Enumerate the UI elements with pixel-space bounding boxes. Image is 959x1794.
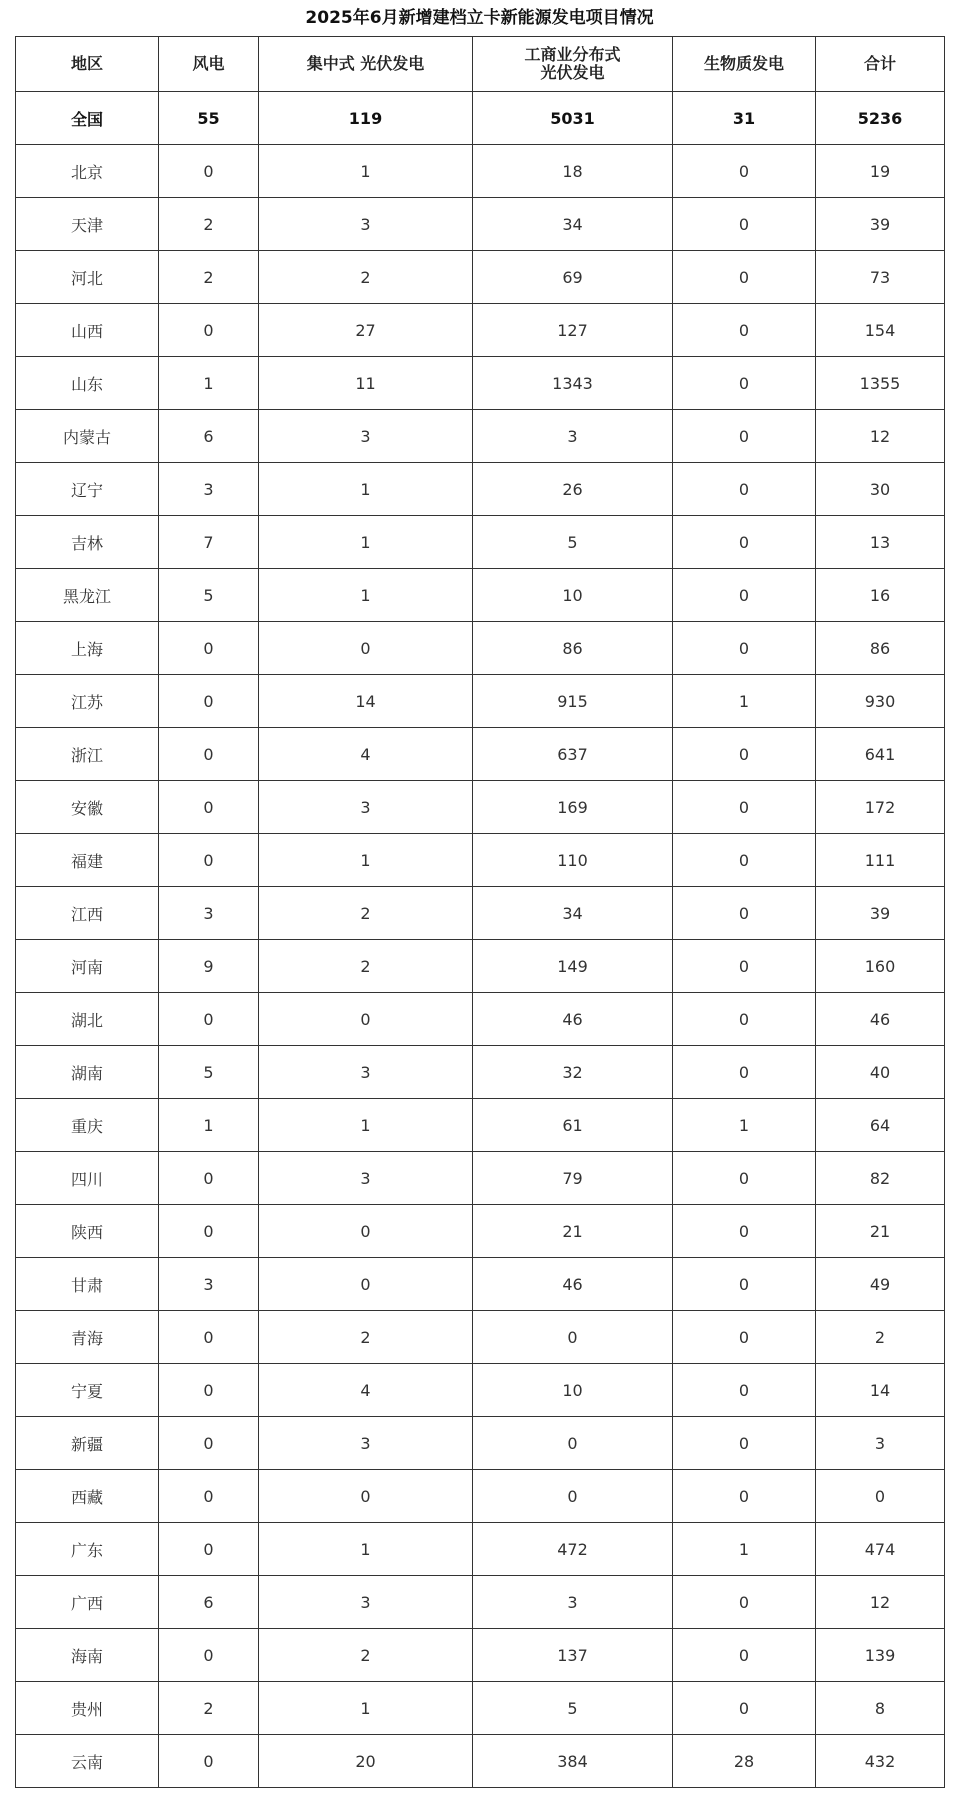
project-table [15,36,945,1788]
cell-distributed-pv: 110 [473,834,673,887]
cell-biomass: 1 [673,675,816,728]
header-row [16,37,945,92]
cell-wind: 0 [159,1311,259,1364]
cell-region: 福建 [16,834,159,887]
table-row [16,993,945,1046]
table-row [16,145,945,198]
cell-total: 139 [816,1629,945,1682]
cell-distributed-pv: 472 [473,1523,673,1576]
cell-central-pv: 1 [259,1682,473,1735]
cell-region: 黑龙江 [16,569,159,622]
cell-central-pv: 14 [259,675,473,728]
cell-distributed-pv: 5 [473,1682,673,1735]
cell-wind: 0 [159,1735,259,1788]
table-row [16,1046,945,1099]
cell-total: 40 [816,1046,945,1099]
cell-wind: 0 [159,145,259,198]
cell-region: 河北 [16,251,159,304]
cell-wind: 0 [159,993,259,1046]
cell-central-pv: 3 [259,198,473,251]
cell-total: 172 [816,781,945,834]
table-row [16,887,945,940]
cell-central-pv: 3 [259,1152,473,1205]
cell-total: 39 [816,198,945,251]
header-total: 合计 [816,37,945,92]
cell-distributed-pv: 3 [473,1576,673,1629]
cell-central-pv: 1 [259,145,473,198]
cell-distributed-pv: 1343 [473,357,673,410]
header-wind: 风电 [159,37,259,92]
cell-region: 云南 [16,1735,159,1788]
cell-wind: 0 [159,1470,259,1523]
cell-biomass: 0 [673,569,816,622]
table-row [16,622,945,675]
cell-wind: 6 [159,410,259,463]
cell-total: 39 [816,887,945,940]
cell-distributed-pv: 149 [473,940,673,993]
cell-wind: 0 [159,1523,259,1576]
cell-region: 北京 [16,145,159,198]
table-row [16,410,945,463]
cell-central-pv: 2 [259,1311,473,1364]
cell-distributed-pv: 34 [473,198,673,251]
cell-central-pv: 1 [259,569,473,622]
cell-region: 重庆 [16,1099,159,1152]
cell-region: 贵州 [16,1682,159,1735]
cell-region: 浙江 [16,728,159,781]
cell-central-pv: 27 [259,304,473,357]
cell-biomass: 1 [673,1523,816,1576]
table-row [16,1682,945,1735]
table-row [16,1311,945,1364]
cell-biomass: 0 [673,198,816,251]
cell-wind: 0 [159,781,259,834]
cell-wind: 5 [159,1046,259,1099]
cell-wind: 0 [159,1629,259,1682]
cell-biomass: 0 [673,463,816,516]
cell-distributed-pv: 0 [473,1311,673,1364]
cell-total: 21 [816,1205,945,1258]
header-distributed-pv-line2: 光伏发电 [540,63,605,82]
cell-central-pv: 119 [259,92,473,145]
cell-total: 3 [816,1417,945,1470]
cell-distributed-pv: 61 [473,1099,673,1152]
table-row [16,304,945,357]
cell-total: 86 [816,622,945,675]
cell-central-pv: 0 [259,1205,473,1258]
table-row [16,1576,945,1629]
cell-wind: 0 [159,622,259,675]
cell-biomass: 0 [673,834,816,887]
cell-biomass: 0 [673,1576,816,1629]
table-row [16,198,945,251]
header-region: 地区 [16,37,159,92]
cell-biomass: 0 [673,887,816,940]
cell-region: 海南 [16,1629,159,1682]
cell-total: 16 [816,569,945,622]
header-central-pv: 集中式 光伏发电 [259,37,473,92]
table-body [16,92,945,1788]
cell-total: 14 [816,1364,945,1417]
cell-region: 西藏 [16,1470,159,1523]
table-row [16,569,945,622]
cell-region: 河南 [16,940,159,993]
cell-central-pv: 20 [259,1735,473,1788]
cell-biomass: 0 [673,940,816,993]
cell-distributed-pv: 32 [473,1046,673,1099]
cell-wind: 1 [159,357,259,410]
cell-total: 160 [816,940,945,993]
cell-biomass: 0 [673,516,816,569]
cell-distributed-pv: 0 [473,1470,673,1523]
cell-total: 5236 [816,92,945,145]
cell-total: 13 [816,516,945,569]
cell-wind: 5 [159,569,259,622]
cell-region: 广西 [16,1576,159,1629]
cell-biomass: 28 [673,1735,816,1788]
cell-distributed-pv: 915 [473,675,673,728]
table-row [16,1364,945,1417]
cell-distributed-pv: 46 [473,1258,673,1311]
cell-distributed-pv: 5031 [473,92,673,145]
header-distributed-pv-line1: 工商业分布式 [524,45,621,64]
cell-distributed-pv: 0 [473,1417,673,1470]
cell-total: 46 [816,993,945,1046]
cell-total: 12 [816,1576,945,1629]
cell-wind: 55 [159,92,259,145]
cell-biomass: 0 [673,993,816,1046]
cell-central-pv: 1 [259,834,473,887]
cell-wind: 0 [159,1152,259,1205]
cell-region: 青海 [16,1311,159,1364]
cell-region: 山东 [16,357,159,410]
cell-region: 江西 [16,887,159,940]
cell-wind: 7 [159,516,259,569]
table-row [16,516,945,569]
cell-biomass: 0 [673,1205,816,1258]
cell-distributed-pv: 637 [473,728,673,781]
cell-region: 湖北 [16,993,159,1046]
cell-biomass: 0 [673,251,816,304]
cell-wind: 2 [159,198,259,251]
cell-total: 19 [816,145,945,198]
cell-distributed-pv: 3 [473,410,673,463]
cell-wind: 3 [159,463,259,516]
cell-biomass: 0 [673,1152,816,1205]
cell-biomass: 0 [673,304,816,357]
cell-total: 1355 [816,357,945,410]
header-distributed-pv [473,37,673,92]
cell-distributed-pv: 169 [473,781,673,834]
cell-region: 全国 [16,92,159,145]
cell-wind: 0 [159,304,259,357]
cell-region: 上海 [16,622,159,675]
cell-biomass: 0 [673,357,816,410]
cell-wind: 3 [159,1258,259,1311]
cell-region: 江苏 [16,675,159,728]
cell-biomass: 0 [673,1470,816,1523]
cell-region: 四川 [16,1152,159,1205]
cell-biomass: 0 [673,1682,816,1735]
cell-wind: 6 [159,1576,259,1629]
cell-biomass: 0 [673,1364,816,1417]
cell-central-pv: 1 [259,1523,473,1576]
cell-region: 广东 [16,1523,159,1576]
cell-wind: 2 [159,251,259,304]
cell-wind: 1 [159,1099,259,1152]
table-row [16,1417,945,1470]
cell-region: 陕西 [16,1205,159,1258]
table-row [16,1470,945,1523]
cell-distributed-pv: 10 [473,569,673,622]
cell-biomass: 1 [673,1099,816,1152]
cell-biomass: 0 [673,1258,816,1311]
cell-distributed-pv: 10 [473,1364,673,1417]
cell-central-pv: 3 [259,1417,473,1470]
cell-total: 0 [816,1470,945,1523]
cell-central-pv: 0 [259,1258,473,1311]
table-row [16,940,945,993]
table-row [16,1735,945,1788]
cell-central-pv: 2 [259,887,473,940]
cell-wind: 0 [159,1417,259,1470]
cell-central-pv: 4 [259,1364,473,1417]
cell-wind: 9 [159,940,259,993]
cell-central-pv: 1 [259,463,473,516]
cell-region: 吉林 [16,516,159,569]
cell-distributed-pv: 384 [473,1735,673,1788]
cell-wind: 3 [159,887,259,940]
cell-biomass: 0 [673,145,816,198]
cell-total: 30 [816,463,945,516]
cell-total: 111 [816,834,945,887]
table-row [16,675,945,728]
cell-distributed-pv: 127 [473,304,673,357]
cell-region: 宁夏 [16,1364,159,1417]
cell-biomass: 0 [673,781,816,834]
cell-total: 73 [816,251,945,304]
cell-wind: 2 [159,1682,259,1735]
cell-wind: 0 [159,728,259,781]
cell-total: 2 [816,1311,945,1364]
cell-region: 辽宁 [16,463,159,516]
cell-biomass: 0 [673,1629,816,1682]
cell-total: 8 [816,1682,945,1735]
cell-total: 474 [816,1523,945,1576]
cell-central-pv: 4 [259,728,473,781]
cell-distributed-pv: 18 [473,145,673,198]
header-biomass: 生物质发电 [673,37,816,92]
table-row [16,1205,945,1258]
cell-central-pv: 3 [259,1576,473,1629]
cell-region: 甘肃 [16,1258,159,1311]
cell-wind: 0 [159,834,259,887]
cell-central-pv: 3 [259,781,473,834]
cell-region: 天津 [16,198,159,251]
cell-central-pv: 0 [259,622,473,675]
table-row [16,1152,945,1205]
table-row [16,357,945,410]
cell-biomass: 0 [673,622,816,675]
table-row [16,1629,945,1682]
cell-distributed-pv: 5 [473,516,673,569]
cell-central-pv: 2 [259,251,473,304]
table-row [16,1523,945,1576]
cell-distributed-pv: 137 [473,1629,673,1682]
cell-distributed-pv: 69 [473,251,673,304]
cell-distributed-pv: 26 [473,463,673,516]
table-row [16,1099,945,1152]
cell-total: 154 [816,304,945,357]
cell-wind: 0 [159,1205,259,1258]
table-row [16,1258,945,1311]
cell-distributed-pv: 21 [473,1205,673,1258]
cell-total: 12 [816,410,945,463]
cell-total: 930 [816,675,945,728]
cell-biomass: 0 [673,410,816,463]
cell-biomass: 0 [673,1417,816,1470]
cell-total: 49 [816,1258,945,1311]
cell-region: 新疆 [16,1417,159,1470]
cell-total: 641 [816,728,945,781]
cell-central-pv: 1 [259,1099,473,1152]
cell-distributed-pv: 46 [473,993,673,1046]
cell-distributed-pv: 86 [473,622,673,675]
cell-total: 82 [816,1152,945,1205]
table-row [16,728,945,781]
cell-region: 山西 [16,304,159,357]
table-row [16,781,945,834]
cell-central-pv: 2 [259,1629,473,1682]
cell-region: 安徽 [16,781,159,834]
cell-central-pv: 3 [259,410,473,463]
cell-biomass: 31 [673,92,816,145]
cell-central-pv: 0 [259,993,473,1046]
cell-region: 内蒙古 [16,410,159,463]
cell-biomass: 0 [673,1311,816,1364]
national-total-row [16,92,945,145]
cell-central-pv: 3 [259,1046,473,1099]
page-title: 2025年6月新增建档立卡新能源发电项目情况 [305,8,654,28]
table-row [16,251,945,304]
cell-biomass: 0 [673,1046,816,1099]
cell-total: 432 [816,1735,945,1788]
table-row [16,834,945,887]
cell-region: 湖南 [16,1046,159,1099]
cell-wind: 0 [159,1364,259,1417]
cell-distributed-pv: 79 [473,1152,673,1205]
cell-wind: 0 [159,675,259,728]
cell-central-pv: 11 [259,357,473,410]
cell-central-pv: 1 [259,516,473,569]
cell-biomass: 0 [673,728,816,781]
cell-distributed-pv: 34 [473,887,673,940]
cell-total: 64 [816,1099,945,1152]
table-row [16,463,945,516]
cell-central-pv: 0 [259,1470,473,1523]
cell-central-pv: 2 [259,940,473,993]
